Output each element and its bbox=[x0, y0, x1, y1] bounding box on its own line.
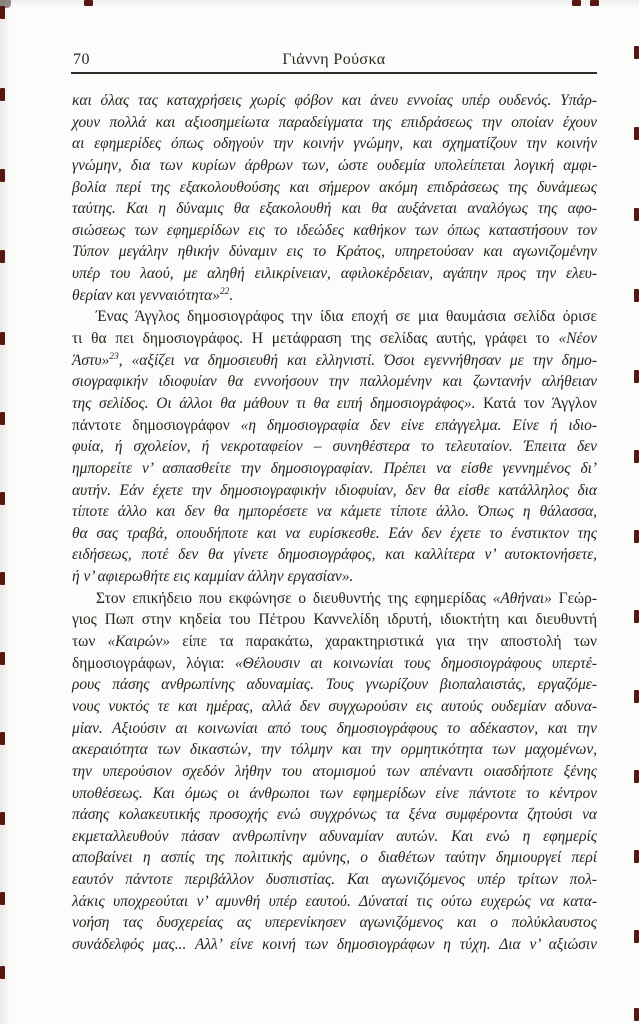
text-segment: τι θα πει δημοσιογράφος. Η μετάφραση της σελίδας αυτής, γράφει το bbox=[72, 330, 559, 348]
text-line bbox=[72, 804, 597, 826]
text-line bbox=[72, 739, 597, 761]
footnote-reference: 23 bbox=[109, 351, 119, 362]
text-line bbox=[72, 912, 597, 934]
text-line bbox=[72, 371, 597, 393]
scan-mark bbox=[0, 892, 5, 905]
scan-mark bbox=[634, 450, 639, 463]
text-segment: είπε τα παρακάτω, χαρακτηριστικά για την αποστολή των bbox=[170, 633, 597, 651]
text-line bbox=[72, 891, 597, 913]
text-segment: χουν πολλά και αξιοσημείωτα παραδείγματα της επιδράσεως την οποίαν έχουν bbox=[72, 113, 597, 131]
text-segment: ταύτης. Και η δύναμις θα εξακολουθή και θα αυξάνεται αναλόγως της αφο- bbox=[72, 200, 597, 218]
text-line bbox=[72, 241, 597, 263]
text-segment: νοήση τας δυσχερείας ας υπερενίκησεν αγωνιζόμενος και ο πολύκλαυστος bbox=[72, 914, 597, 932]
text-segment: Ένας Άγγλος δημοσιογράφος την ίδια εποχή σε μια θαυμάσια σελίδα όρισε bbox=[96, 308, 597, 326]
text-segment: θερίαν και γενναιότητα» bbox=[72, 286, 220, 304]
text-segment: ημπορείτε ν’ ασπασθείτε την δημοσιογραφίαν. Πρέπει να είσθε γεννημένος δι’ bbox=[72, 459, 597, 477]
page-number: 70 bbox=[73, 51, 90, 68]
text-segment: γνώμην, δια των κυρίων άρθρων των, ώστε ουδεμία υπολείπεται λογική αμφι- bbox=[72, 156, 597, 174]
text-segment: αι εφημερίδες όπως οδηγούν την κοινήν γνώμην, και σχηματίζουν την κοινήν bbox=[72, 135, 597, 153]
scan-mark bbox=[634, 770, 639, 783]
text-segment: θα σας τραβά, οπουδήποτε και να ευρίσκεσθε. Εάν δεν έχετε το ένστικτον της bbox=[72, 524, 597, 542]
text-line bbox=[72, 783, 597, 805]
text-segment: νους νυκτός τε και ημέρας, αλλά δεν συγχωρούσιν εις αυτούς ουδεμίαν αδυνα- bbox=[72, 697, 597, 715]
scan-mark bbox=[0, 732, 5, 745]
text-segment: «Καιρών» bbox=[107, 633, 170, 651]
text-line bbox=[72, 133, 597, 155]
running-header: Γιάννη Ρούσκα bbox=[282, 51, 386, 68]
text-line bbox=[72, 718, 597, 740]
text-line bbox=[72, 761, 597, 783]
body-text bbox=[72, 90, 597, 956]
text-line bbox=[72, 393, 597, 415]
text-line bbox=[72, 480, 597, 502]
scan-mark bbox=[634, 208, 639, 221]
text-segment: «Αθήναι» bbox=[492, 589, 552, 607]
text-line bbox=[72, 415, 597, 437]
text-segment: Άστυ» bbox=[72, 351, 110, 369]
text-segment: φυία, ή σχολείον, ή νεκροταφείον – συνηθέστερα το τελευταίον. Έπειτα δεν bbox=[72, 438, 597, 456]
scan-mark bbox=[0, 250, 5, 263]
text-segment: ακεραιότητα των δικαστών, την τόλμην και την ορμητικότητα των μαχομένων, bbox=[72, 741, 597, 759]
text-line bbox=[72, 220, 597, 242]
scan-mark bbox=[634, 127, 639, 140]
text-line bbox=[72, 869, 597, 891]
text-segment: , «αξίζει να δημοσιευθή και ελληνιστί. Όσοι εγεννήθησαν με την δημο- bbox=[118, 351, 597, 369]
text-line bbox=[72, 588, 597, 610]
scan-mark bbox=[0, 332, 5, 345]
text-segment: σιώσεως των εφημερίδων εις το ιδεώδες καθήκον των όπως καταστήσουν τον bbox=[72, 221, 597, 239]
text-line bbox=[72, 696, 597, 718]
text-line bbox=[72, 350, 597, 372]
scan-mark bbox=[0, 652, 5, 665]
text-line bbox=[72, 177, 597, 199]
text-segment: Κατά τον Άγγλον bbox=[475, 394, 597, 412]
text-segment: ρους πάσης ανθρωπίνης αδυναμίας. Τους γνωρίζουν βιοπαλαιστάς, εργαζόμε- bbox=[72, 676, 597, 694]
text-segment: και όλας τας καταχρήσεις χωρίς φόβον και άνευ εννοίας υπέρ ουδενός. Υπάρ- bbox=[72, 92, 597, 109]
text-segment: Τύπον μεγάλην ηθικήν δύναμιν εις το Κράτος, υπηρετούσαν και αγωνιζομένην bbox=[72, 243, 597, 261]
scan-mark bbox=[0, 412, 5, 425]
scan-mark bbox=[634, 930, 639, 943]
text-segment: την υπερούσιον σχεδόν λήθην του ατομισμού των απέναντι οιασδήποτε ξένης bbox=[72, 762, 597, 780]
text-segment: υπέρ του λαού, με αληθή ειλικρίνειαν, αφιλοκέρδειαν, αγάπην προς την ελευ- bbox=[72, 265, 597, 283]
scan-mark bbox=[634, 530, 639, 543]
text-segment: αποβαίνει η ασπίς της πολιτικής αμύνης, ο διαθέτων ταύτην δημιουργεί περί bbox=[72, 849, 597, 867]
text-line bbox=[72, 501, 597, 523]
text-line bbox=[72, 155, 597, 177]
text-segment: γιος Πωπ στην κηδεία του Πέτρου Καννελίδη ιδρυτή, ιδιοκτήτη και διευθυντή bbox=[72, 611, 597, 629]
text-segment: «Νέον bbox=[558, 330, 597, 348]
text-segment: αυτήν. Εάν έχετε την δημοσιογραφικήν ιδιοφυίαν, δεν θα είσθε κατάλληλος δια bbox=[72, 481, 597, 499]
text-line bbox=[72, 523, 597, 545]
text-segment: τίποτε άλλο και δεν θα ημπορέσετε να κάμετε τίποτε άλλο. Όπως η θάλασσα, bbox=[72, 503, 597, 521]
text-segment: Στον επικήδειο που εκφώνησε ο διευθυντής της εφημερίδας bbox=[96, 589, 493, 607]
text-segment: ειδήσεως, ποτέ δεν θα γίνετε δημοσιογράφος, και καλλίτερα ν’ αυτοκτονήσετε, bbox=[72, 546, 597, 564]
text-line bbox=[72, 653, 597, 675]
text-segment: εκμεταλλευθούν πάσαν ανθρωπίνην αδυναμίαν αυτών. Και ενώ η εφημερίς bbox=[72, 827, 597, 845]
text-segment: «Θέλουσιν αι κοινωνίαι τους δημοσιογράφους υπερτέ- bbox=[234, 654, 597, 672]
text-segment: λάκις υποχρεούται ν’ αμυνθή υπέρ εαυτού. Δύναταί τις ούτω ευχερώς να κατα- bbox=[72, 892, 597, 910]
scan-mark bbox=[634, 289, 639, 302]
text-line bbox=[72, 631, 597, 653]
text-segment: μίαν. Αξιούσιν αι κοινωνίαι από τους δημοσιογράφους το αδέκαστον, και την bbox=[72, 719, 597, 737]
text-segment: πάσης κολακευτικής προσοχής ενώ συγχρόνως τα ξένα συμφέροντα ζητούσι να bbox=[72, 806, 597, 824]
scan-corner-smudge bbox=[0, 0, 11, 8]
scan-mark bbox=[634, 370, 639, 383]
text-line bbox=[72, 112, 597, 134]
text-segment: «η δημοσιογραφία δεν είνε επάγγελμα. Είνε ή ιδιο- bbox=[240, 416, 597, 434]
text-segment: υποθέσεως. Και όμως οι άνθρωποι των εφημερίδων είνε πάντοτε το κέντρον bbox=[72, 784, 597, 802]
text-segment: της σελίδος. Οι άλλοι θα μάθουν τι θα ειπή δημοσιογράφος». bbox=[72, 394, 476, 412]
text-line bbox=[72, 458, 597, 480]
text-segment: συνάδελφός μας... Αλλ’ είνε κοινή των δημοσιογράφων η τύχη. Δια ν’ αξιώσιν bbox=[72, 935, 597, 953]
text-line bbox=[72, 566, 597, 588]
text-line bbox=[72, 674, 597, 696]
scan-mark bbox=[0, 6, 5, 19]
text-line bbox=[72, 847, 597, 869]
scan-mark bbox=[0, 169, 5, 182]
text-segment: σιογραφικήν ιδιοφυίαν θα εννοήσουν την παλλομένην και ζωντανήν αλήθειαν bbox=[72, 373, 597, 391]
scan-mark bbox=[590, 0, 599, 6]
text-segment: πάντοτε δημοσιογράφον bbox=[72, 416, 241, 434]
text-segment: βολία περί της εξακολουθούσης και σήμερον ακόμη επιδράσεως της δυνάμεως bbox=[72, 178, 597, 196]
scan-mark bbox=[634, 46, 639, 59]
scan-mark bbox=[0, 966, 5, 979]
text-line bbox=[72, 826, 597, 848]
text-segment: ή ν’ αφιερωθήτε εις καμμίαν άλλην εργασίαν». bbox=[72, 568, 354, 586]
text-segment: Γεώρ- bbox=[551, 589, 597, 607]
scan-mark bbox=[0, 572, 5, 585]
text-line bbox=[72, 934, 597, 956]
text-line bbox=[72, 306, 597, 328]
text-line bbox=[72, 436, 597, 458]
text-line bbox=[72, 609, 597, 631]
page-header bbox=[71, 46, 597, 74]
text-line bbox=[72, 328, 597, 350]
scan-mark bbox=[572, 0, 581, 6]
scan-mark bbox=[634, 850, 639, 863]
scan-mark bbox=[634, 1008, 639, 1021]
text-line bbox=[72, 285, 597, 307]
scan-mark bbox=[0, 812, 5, 825]
text-line bbox=[72, 544, 597, 566]
text-segment: . bbox=[229, 286, 234, 304]
scan-mark bbox=[0, 492, 5, 505]
text-segment: των bbox=[72, 633, 108, 651]
scan-mark bbox=[84, 0, 93, 6]
text-segment: εαυτόν πάντοτε περιβάλλον δυσπιστίας. Και αγωνιζόμενος υπέρ τρίτων πολ- bbox=[72, 871, 597, 889]
text-line bbox=[72, 198, 597, 220]
text-line bbox=[72, 90, 597, 112]
text-line bbox=[72, 263, 597, 285]
text-segment: δημοσιογράφων, λόγια: bbox=[72, 654, 235, 672]
footnote-reference: 22 bbox=[219, 286, 230, 297]
scan-mark bbox=[0, 88, 5, 101]
scan-mark bbox=[634, 690, 639, 703]
scan-mark bbox=[634, 610, 639, 623]
